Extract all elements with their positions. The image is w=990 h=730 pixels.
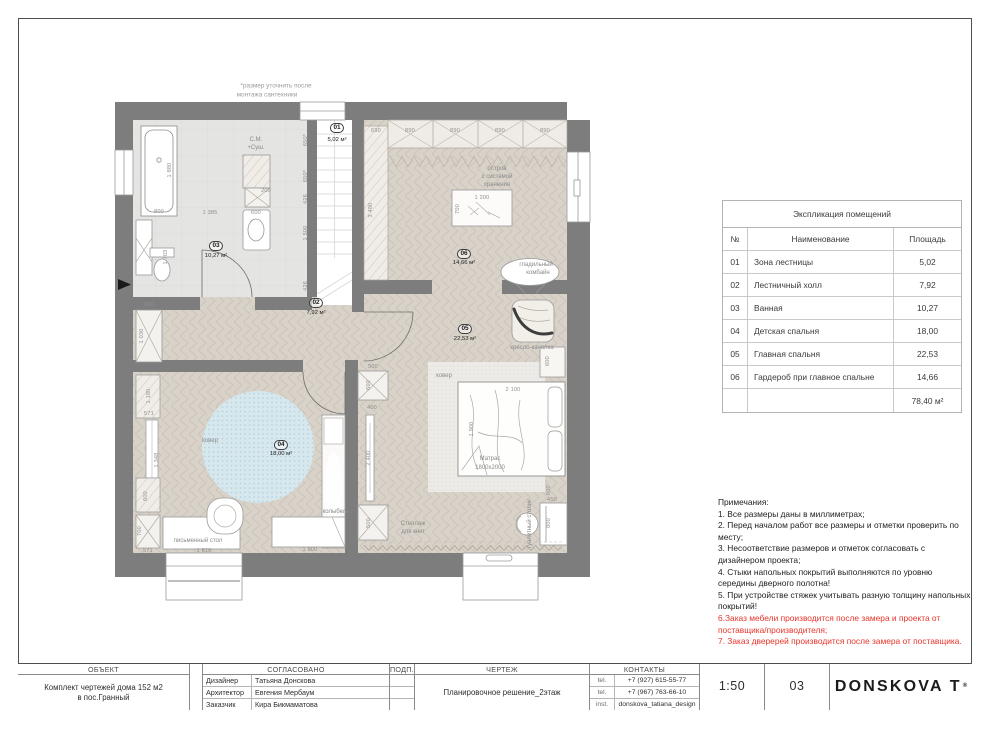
drawing-cell: [415, 664, 590, 710]
explication-rows: [723, 251, 961, 389]
contact-row: [590, 687, 699, 699]
dim-label: 200: [261, 188, 271, 194]
furniture-label: остров: [487, 166, 507, 172]
room-area: 5,02 м²: [327, 137, 347, 143]
drawing-title: Планировочное решение_2этаж: [443, 687, 561, 697]
note-item: 1. Все размеры даны в миллиметрах;: [718, 508, 865, 519]
contact-type: tel.: [590, 675, 615, 686]
cell-area: 22,53: [894, 343, 961, 366]
approved-row: [203, 687, 389, 699]
dim-label: 600: [546, 485, 552, 495]
cell-num: 04: [723, 320, 748, 343]
explication-header-row: [723, 228, 961, 251]
room-explication-table: [722, 200, 962, 413]
table-row: [723, 297, 961, 320]
cell-num: 05: [723, 343, 748, 366]
dim-label: 890: [450, 128, 460, 134]
cell-area: 18,00: [894, 320, 961, 343]
room-number: 01: [330, 123, 344, 133]
contact-row: [590, 675, 699, 687]
furniture-label: хранения: [483, 182, 511, 188]
dim-label: 600: [366, 380, 372, 390]
dim-label: 800: [546, 518, 552, 528]
table-row: [723, 251, 961, 274]
cell-area: 10,27: [894, 297, 961, 320]
room-number: 05: [458, 324, 472, 334]
dim-label: 1 880: [167, 162, 173, 178]
dim-label: 1 900: [469, 421, 475, 437]
title-block: [18, 663, 972, 710]
wardrobe-top-row: [388, 120, 567, 168]
signature-header: ПОДП.: [389, 664, 415, 674]
approved-rows: [203, 675, 389, 710]
dim-label: 3 480: [368, 202, 374, 218]
room-number: 04: [274, 440, 288, 450]
spacer-cell: [190, 664, 203, 710]
furniture-label: для книг: [401, 529, 425, 535]
contact-type: tel.: [590, 687, 615, 698]
dim-label: 650*: [303, 133, 309, 147]
note-item: 6.Заказ мебели производится после замера и проекта от поставщика/производителя;: [718, 612, 941, 635]
washer-dryer: [243, 155, 270, 207]
furniture-label: +Суш.: [247, 145, 265, 151]
dim-label: 1 500: [303, 225, 309, 241]
dim-label: 500: [144, 302, 154, 308]
cell-name: Зона лестницы: [748, 251, 894, 274]
table-row: [723, 343, 961, 366]
object-value: Комплект чертежей дома 152 м2 в пос.Гранный: [44, 683, 163, 702]
total-area: 78,40 м²: [911, 395, 944, 406]
room-area: 18,00 м²: [269, 451, 293, 457]
explication-total-row: [723, 389, 961, 412]
dim-label: 1 348: [154, 452, 160, 468]
note-item: 3. Несоответствие размеров и отметок согласовать с дизайнером проекта;: [718, 543, 926, 565]
kids-bed: [272, 517, 345, 547]
furniture-label: письменный стол: [173, 538, 223, 544]
role-label: Архитектор: [203, 687, 252, 698]
bathroom-vanity: [243, 210, 270, 250]
col-header-num: №: [723, 228, 748, 251]
dim-label: 1 703: [163, 249, 169, 265]
approved-row: [203, 699, 389, 710]
notes-list: [718, 509, 971, 648]
master-bed: [458, 382, 565, 476]
note-item: 7. Заказ дверерей производится после замера от поставщика.: [718, 636, 962, 647]
notes-heading: Примечания:: [718, 497, 769, 507]
dim-label: 600: [143, 491, 149, 501]
furniture-label: комбайн: [526, 270, 550, 276]
approved-row: [203, 675, 389, 687]
furniture-label: колыбель: [322, 509, 350, 515]
contacts-rows: [590, 675, 699, 710]
object-header: ОБЪЕКТ: [18, 664, 189, 675]
contacts-cell: [590, 664, 700, 710]
bathtub: [141, 126, 177, 216]
note-item: 4. Стыки напольных покрытий выполняются по уровню середины дверного полотна!: [718, 566, 933, 589]
dim-label: 890: [540, 128, 550, 134]
dim-label: 426: [303, 194, 309, 204]
dim-label: 650*: [303, 169, 309, 183]
contact-value: donskova_tatiana_design: [618, 701, 696, 708]
furniture-label: ковер: [202, 438, 218, 444]
approved-header: СОГЛАСОВАНО: [203, 664, 389, 675]
contact-value: +7 (927) 615-55-77: [627, 677, 687, 684]
note-item: 2. Перед началом работ все размеры и отметки проверить по месту;: [718, 520, 959, 542]
furniture-label: ковер: [436, 373, 452, 379]
dim-label: 2 100: [505, 387, 521, 393]
role-label: Заказчик: [203, 699, 252, 710]
signature-cell: [390, 664, 415, 710]
col-header-area: Площадь: [894, 228, 961, 251]
scale-cell: [700, 664, 765, 710]
dim-label: 2 400: [366, 450, 372, 466]
plan-note: *размер уточнить после: [240, 82, 312, 90]
dim-label: 426: [303, 281, 309, 291]
object-cell: [18, 664, 190, 710]
cell-num: 01: [723, 251, 748, 274]
cell-area: 7,92: [894, 274, 961, 297]
sheet-number-cell: [765, 664, 830, 710]
room-number: 03: [209, 241, 223, 251]
plan-note: монтажа сантехники: [236, 91, 298, 99]
registered-mark: ®: [962, 683, 968, 690]
rocking-chair: [512, 300, 554, 342]
room-area: 7,92 м²: [306, 310, 326, 316]
brand-logo: DONSKOVA T ®: [834, 678, 968, 696]
cell-num: 02: [723, 274, 748, 297]
dim-label: 1 385: [202, 210, 218, 216]
role-label: Дизайнер: [203, 675, 252, 686]
dim-label: 890: [495, 128, 505, 134]
furniture-label: Стеллаж: [400, 521, 426, 527]
cell-name: Гардероб при главное спальне: [748, 366, 894, 389]
room-area: 14,66 м²: [452, 260, 476, 266]
dim-label: 890: [405, 128, 415, 134]
table-row: [723, 274, 961, 297]
notes-block: [718, 497, 971, 648]
cell-area: 14,66: [894, 366, 961, 389]
dim-label: 500: [368, 364, 378, 370]
dim-label: 700: [455, 204, 461, 214]
cell-name: Ванная: [748, 297, 894, 320]
dim-label: 690: [371, 128, 381, 134]
dim-label: 450: [547, 497, 557, 503]
furniture-label: гладильный: [519, 262, 553, 268]
hall-closet: [136, 310, 162, 362]
furniture-label: 1800х2000: [475, 465, 505, 471]
dim-label: 600: [251, 210, 261, 216]
drawing-header: ЧЕРТЕЖ: [415, 664, 589, 675]
cell-name: Детская спальня: [748, 320, 894, 343]
room-area: 10,27 м²: [204, 253, 228, 259]
nightstand: [540, 347, 565, 377]
contact-row: [590, 699, 699, 710]
room-number: 02: [309, 298, 323, 308]
col-header-name: Наименование: [748, 228, 894, 251]
room-area: 22,53 м²: [453, 336, 477, 342]
cell-num: 03: [723, 297, 748, 320]
cell-name: Лестничный холл: [748, 274, 894, 297]
dim-label: 1 030: [139, 328, 145, 344]
cell-name: Главная спальня: [748, 343, 894, 366]
contact-type: inst.: [590, 699, 615, 710]
furniture-label: с системой: [481, 174, 513, 180]
approved-cell: [203, 664, 390, 710]
storage-island: [452, 190, 512, 226]
dim-label: 1 616: [196, 548, 212, 554]
dim-label: 571: [144, 411, 154, 417]
dim-label: 600: [545, 356, 551, 366]
furniture-label: С.М.: [249, 137, 263, 143]
explication-title: Экспликация помещений: [723, 201, 961, 228]
dim-label: 1 800: [302, 547, 318, 553]
carpet-kids-round: [202, 391, 314, 503]
dim-label: 400: [367, 405, 377, 411]
note-item: 5. При устройстве стяжек учитывать разную толщину напольных покрытий!: [718, 589, 971, 612]
cell-num: 06: [723, 366, 748, 389]
furniture-label: Матрас: [479, 456, 501, 462]
contact-value: +7 (967) 763-66-10: [627, 689, 687, 696]
bathroom-cabinet: [136, 220, 152, 275]
person-name: Евгения Мербаум: [255, 688, 315, 697]
dim-label: 571: [143, 548, 153, 554]
dim-label: 1 200: [474, 195, 490, 201]
logo-cell: [830, 664, 972, 710]
cell-area: 5,02: [894, 251, 961, 274]
room-number: 06: [457, 249, 471, 259]
wardrobe-long-hang: [364, 126, 388, 280]
table-row: [723, 366, 961, 389]
dim-label: 700: [137, 526, 143, 536]
person-name: Кира Бикмаматова: [255, 700, 318, 709]
person-name: Татьяна Донскова: [255, 676, 316, 685]
furniture-label: туалетный столик: [527, 499, 533, 549]
contacts-header: КОНТАКТЫ: [590, 664, 699, 675]
table-row: [723, 320, 961, 343]
furniture-label: кресло-качалка: [510, 345, 554, 351]
scale-value: 1:50: [718, 679, 746, 694]
dim-label: 800: [154, 209, 164, 215]
sheet-number: 03: [789, 679, 805, 694]
staircase: [317, 120, 352, 305]
dim-label: 1 180: [146, 388, 152, 404]
dim-label: 500: [366, 518, 372, 528]
